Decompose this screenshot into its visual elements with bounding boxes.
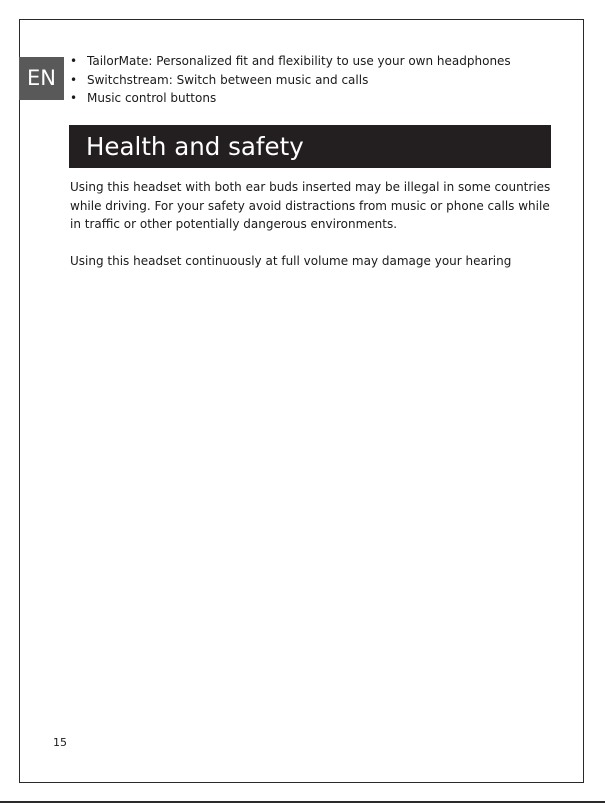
bullet-icon: • bbox=[70, 91, 78, 105]
feature-list bbox=[70, 52, 511, 108]
safety-paragraph-driving: Using this headset with both ear buds inserted may be illegal in some countries while driving. For your safety avoid distractions from music or phone calls while in traffic or other potentially dangerous environments. bbox=[70, 180, 551, 231]
feature-text: TailorMate: Personalized fit and flexibility to use your own headphones bbox=[87, 54, 511, 68]
language-tab: EN bbox=[19, 57, 64, 100]
feature-text: Switchstream: Switch between music and calls bbox=[87, 72, 369, 87]
feature-text: Music control buttons bbox=[87, 91, 217, 105]
section-heading: Health and safety bbox=[69, 125, 551, 168]
list-item bbox=[70, 71, 511, 90]
bullet-icon: • bbox=[70, 54, 78, 68]
safety-paragraph-hearing: Using this headset continuously at full volume may damage your hearing bbox=[70, 254, 512, 268]
bullet-icon: • bbox=[70, 72, 78, 87]
list-item bbox=[70, 52, 511, 71]
page-number: 15 bbox=[53, 736, 67, 749]
list-item bbox=[70, 89, 511, 108]
